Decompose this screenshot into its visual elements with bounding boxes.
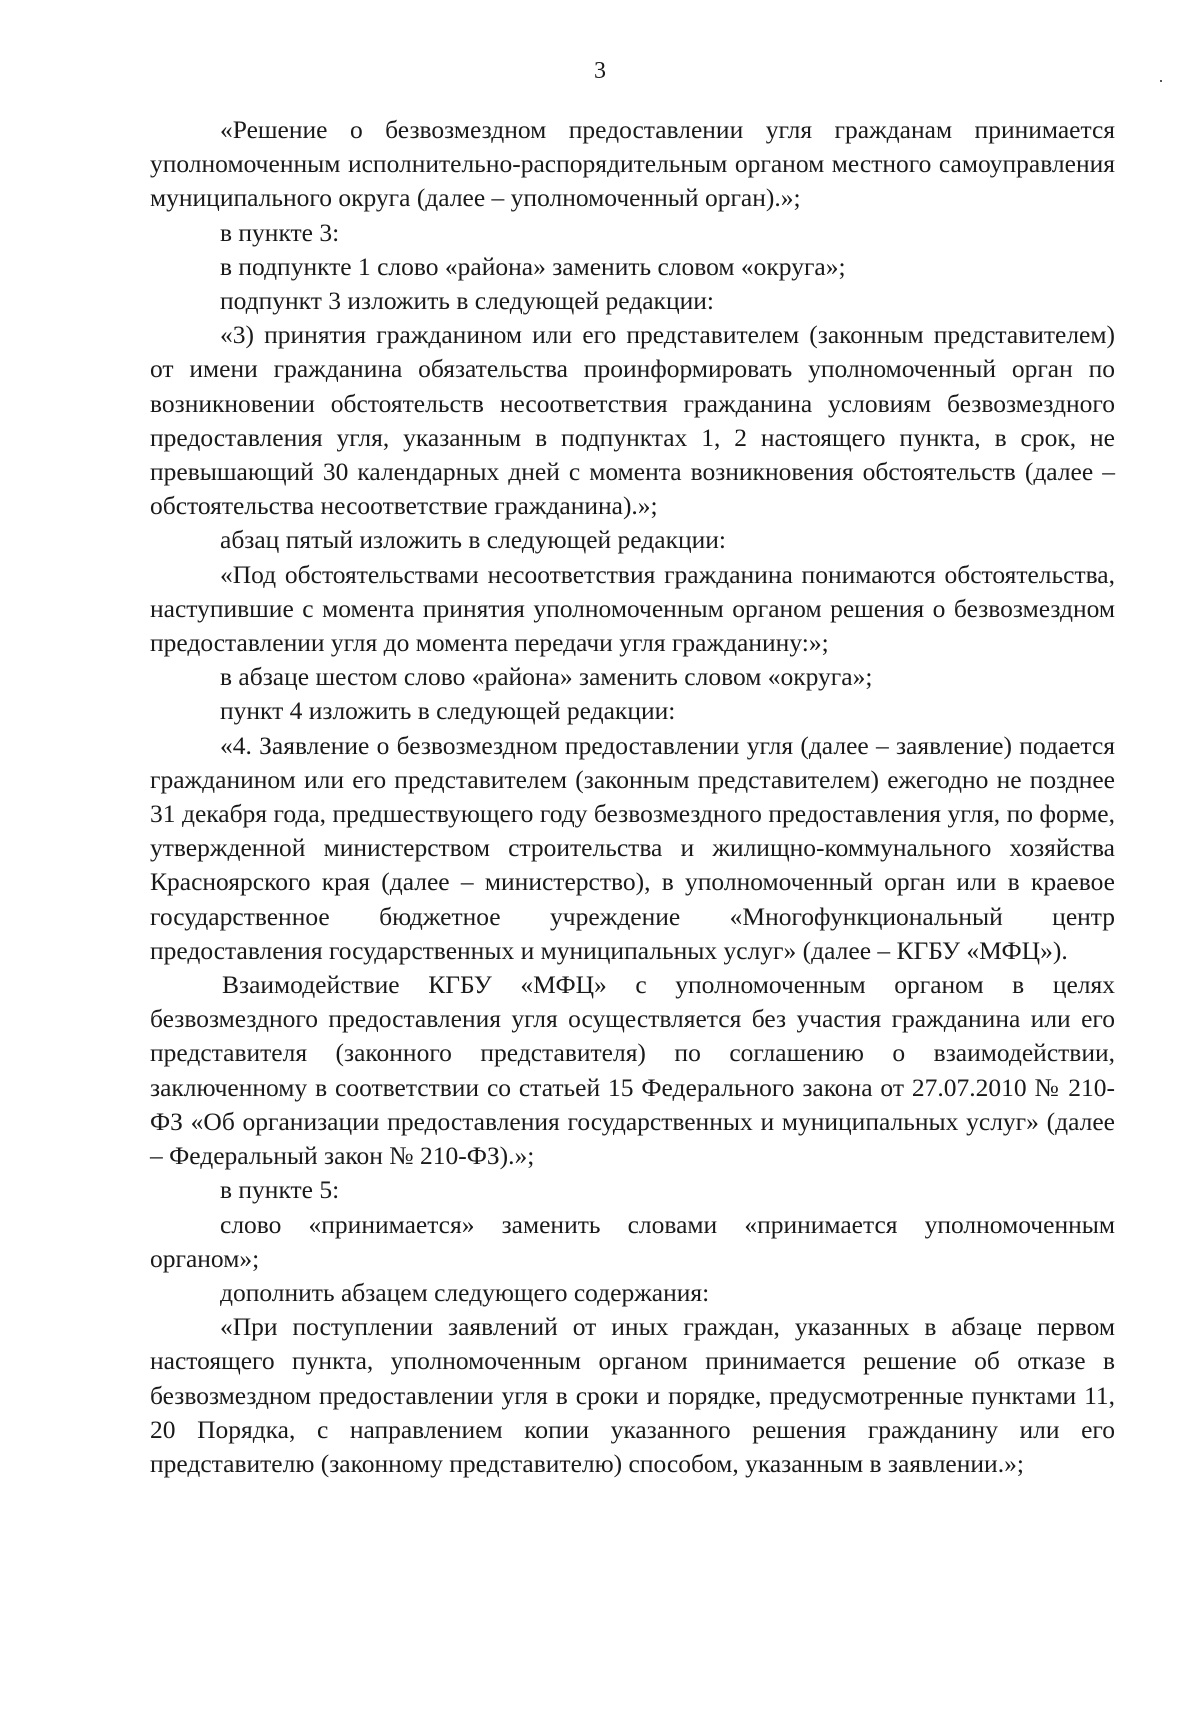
paragraph-subpoint-3-intro: подпункт 3 изложить в следующей редакции: — [220, 286, 714, 316]
paragraph-sixth-change: в абзаце шестом слово «района» заменить словом «округа»; — [220, 662, 873, 692]
paragraph-subpoint-1-change: в подпункте 1 слово «района» заменить словом «округа»; — [220, 251, 846, 281]
paragraph-fifth-text: «Под обстоятельствами несоответствия гражданина понимаются обстоятельства, наступившие с момента принятия уполномоченным органом решения о безвозмездном предоставлении угля до момента передачи угля гражданину:»; — [150, 559, 1115, 658]
paragraph-interaction-text: Взаимодействие КГБУ «МФЦ» с уполномоченным органом в целях безвозмездного предоставления угля осуществляется без участия гражданина или его представителя (законного представителя) по соглашению о взаимодействии, заключенному в соответствии со статьей 15 Федерального закона от 27.07.2010 № 210-ФЗ «Об организации предоставления государственных и муниципальных услуг» (далее – Федеральный закон № 210-ФЗ).»; — [150, 970, 1115, 1171]
page-number: 3 — [594, 58, 606, 84]
paragraph-subpoint-3-text: «3) принятия гражданином или его представителем (законным представителем) от имени гражданина обязательства проинформировать уполномоченный орган по возникновении обстоятельств несоответствия гражданина условиям безвозмездного предоставления угля, указанным в подпунктах 1, 2 настоящего пункта, в срок, не превышающий 30 календарных дней с момента возникновения обстоятельств (далее – обстоятельства несоответствие гражданина).»; — [150, 320, 1115, 521]
paragraph-point-4-text: «4. Заявление о безвозмездном предоставлении угля (далее – заявление) подается гражданином или его представителем (законным представителем) ежегодно не позднее 31 декабря года, предшествующего году безвозмездного предоставления угля, по форме, утвержденной министерством строительства и жилищно-коммунального хозяйства Красноярского края (далее – министерство), в уполномоченный орган или в краевое государственное бюджетное учреждение «Многофункциональный центр предоставления государственных и муниципальных услуг» (далее – КГБУ «МФЦ»). — [150, 730, 1115, 965]
paragraph-addition-text: «При поступлении заявлений от иных граждан, указанных в абзаце первом настоящего пункта, уполномоченным органом принимается решение об отказе в безвозмездном предоставлении угля в сроки и порядке, предусмотренные пунктами 11, 20 Порядка, с направлением копии указанного решения гражданину или его представителю (законному представителю) способом, указанным в заявлении.»; — [150, 1312, 1115, 1478]
paragraph-point-4-intro: пункт 4 изложить в следующей редакции: — [220, 696, 676, 726]
paragraph-point-5-change: слово «принимается» заменить словами «принимается уполномоченным органом»; — [150, 1209, 1115, 1273]
paragraph-point-3-intro: в пункте 3: — [220, 217, 340, 247]
scan-speck — [1160, 80, 1162, 82]
paragraph-point-5-intro: в пункте 5: — [220, 1175, 340, 1205]
paragraph-fifth-intro: абзац пятый изложить в следующей редакции: — [220, 525, 726, 555]
document-body — [150, 113, 1115, 1481]
paragraph-decision-quote: «Решение о безвозмездном предоставлении угля гражданам принимается уполномоченным исполнительно-распорядительным органом местного самоуправления муниципального округа (далее – уполномоченный орган).»; — [150, 115, 1115, 213]
paragraph-addition-intro: дополнить абзацем следующего содержания: — [220, 1277, 710, 1307]
